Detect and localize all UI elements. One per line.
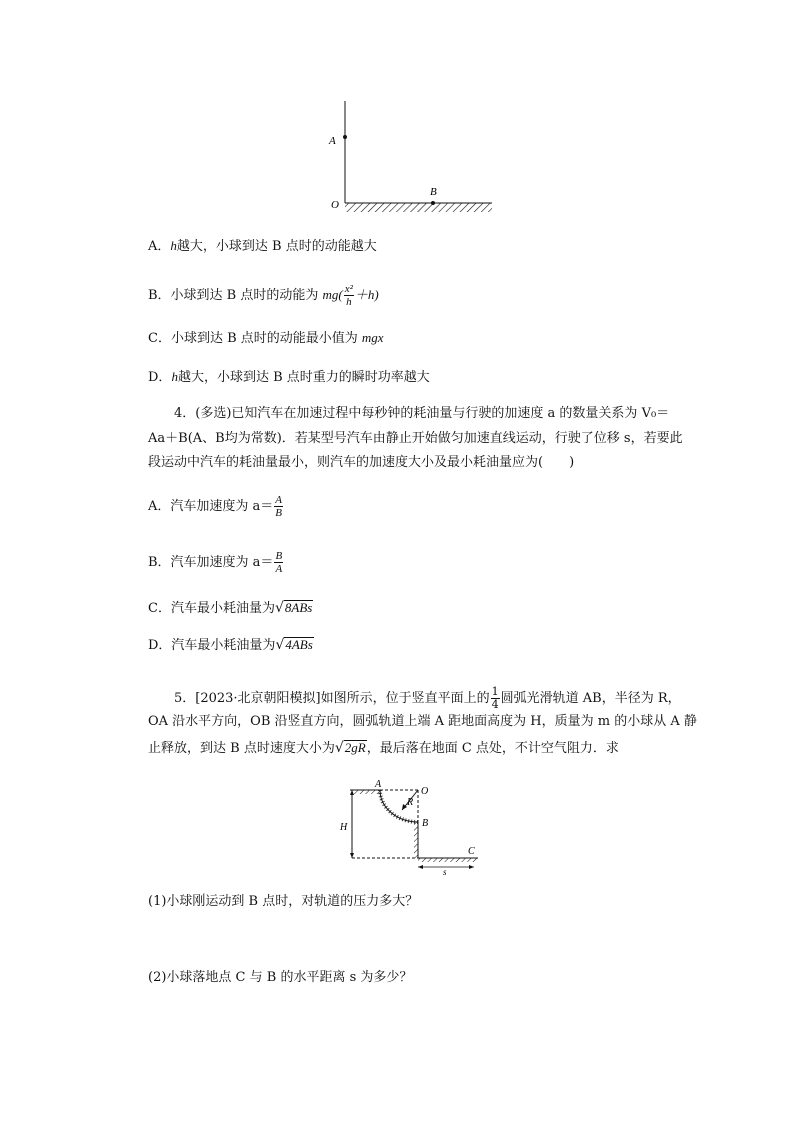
- frac-denominator: A: [275, 563, 283, 575]
- var-h: h: [171, 369, 178, 384]
- frac-denominator: 4: [491, 698, 499, 711]
- radicand: 2gR: [344, 740, 366, 755]
- sqrt-sign: √: [274, 600, 284, 616]
- label-b: B: [422, 818, 429, 829]
- q5-text-pre: 止释放，到达 B 点时速度大小为: [148, 741, 335, 756]
- label-b: B: [430, 186, 437, 198]
- q4-line-3: 段运动中汽车的耗油量最小，则汽车的加速度大小及最小耗油量应为( ): [148, 455, 575, 470]
- frac-numerator: A: [275, 494, 283, 506]
- radicand: 8ABs: [284, 600, 313, 615]
- label-a: A: [329, 135, 336, 147]
- q4-option-c: [148, 598, 313, 619]
- q4-option-b: [148, 546, 284, 580]
- option-text: 越大，小球到达 B 点时的动能越大: [176, 239, 377, 254]
- ground-hatch: [418, 858, 478, 862]
- expr-mgx: mgx: [361, 330, 384, 345]
- option-text: B．汽车加速度为 a＝: [148, 555, 274, 570]
- fraction-one-quarter: [491, 686, 500, 711]
- expr-post: ＋h): [354, 287, 379, 302]
- h-arrow-down: [350, 853, 354, 858]
- top-platform-hatch: [354, 790, 380, 794]
- q4-line-2: Aa＋B(A、B均为常数)．若某型号汽车由静止开始做匀加速直线运动，行驶了位移 s，若要此: [148, 431, 683, 446]
- q5-line-1: [174, 682, 681, 716]
- sqrt-sign: √: [334, 740, 344, 756]
- q5-text-post: 圆弧光滑轨道 AB，半径为 R，: [500, 691, 681, 706]
- label-o: O: [421, 786, 429, 797]
- label-s: s: [443, 867, 447, 877]
- ground-hatch: [345, 203, 492, 212]
- q3-option-a: [148, 236, 377, 257]
- q3-option-d: [148, 367, 430, 388]
- var-h: h: [170, 238, 177, 253]
- option-text: B．小球到达 B 点时的动能为: [148, 288, 323, 303]
- point-a: [343, 135, 347, 139]
- label-o: O: [331, 199, 339, 211]
- q3-option-b: [148, 278, 379, 313]
- radicand: 4ABs: [285, 637, 313, 652]
- s-arrow-left: [418, 865, 423, 869]
- label-r: R: [407, 797, 414, 808]
- wall-hatch: [414, 822, 418, 858]
- fraction-a-over-b: [274, 494, 283, 519]
- option-prefix: A．: [148, 239, 171, 254]
- option-text: D．汽车最小耗油量为: [148, 638, 276, 653]
- q5-text-post: ，最后落在地面 C 点处，不计空气阻力．求: [366, 741, 619, 756]
- expr-pre: mg(: [322, 287, 343, 302]
- figure-vertical-drop: [322, 95, 502, 220]
- sqrt-sign: √: [275, 637, 285, 653]
- fraction-b-over-a: [274, 550, 283, 575]
- q4-option-a: [148, 490, 284, 524]
- q5-subquestion-1: (1)小球刚运动到 B 点时，对轨道的压力多大？: [148, 894, 419, 909]
- q5-text-pre: 5．[2023·北京朝阳模拟]如图所示，位于竖直平面上的: [174, 691, 490, 706]
- label-h: H: [340, 822, 348, 833]
- s-arrow-right: [469, 865, 474, 869]
- q5-subquestion-2: (2)小球落地点 C 与 B 的水平距离 s 为多少？: [148, 970, 413, 985]
- figure-quarter-arc-track: [336, 778, 492, 878]
- q3-option-c: [148, 328, 384, 349]
- fraction-x2-over-h: [344, 283, 354, 308]
- option-prefix: D．: [148, 370, 172, 385]
- frac-numerator: B: [275, 550, 283, 562]
- q4-line-1: 4．(多选)已知汽车在加速过程中每秒钟的耗油量与行驶的加速度 a 的数量关系为 V₀＝: [174, 406, 670, 421]
- option-text: C．小球到达 B 点时的动能最小值为: [148, 331, 362, 346]
- frac-denominator: h: [346, 296, 352, 308]
- label-a: A: [375, 779, 382, 790]
- point-b: [431, 201, 435, 205]
- frac-numerator: 1: [491, 685, 499, 698]
- option-text: C．汽车最小耗油量为: [148, 601, 275, 616]
- frac-numerator: x²: [344, 283, 353, 295]
- h-arrow-up: [350, 790, 354, 795]
- option-text: 越大，小球到达 B 点时重力的瞬时功率越大: [177, 370, 430, 385]
- frac-denominator: B: [275, 507, 283, 519]
- q4-option-d: [148, 635, 314, 656]
- label-c: C: [468, 846, 475, 857]
- q5-line-3: [148, 738, 619, 759]
- q5-line-2: OA 沿水平方向，OB 沿竖直方向，圆弧轨道上端 A 距地面高度为 H，质量为 m 的小球从 A 静: [148, 714, 697, 729]
- option-text: A．汽车加速度为 a＝: [148, 499, 274, 514]
